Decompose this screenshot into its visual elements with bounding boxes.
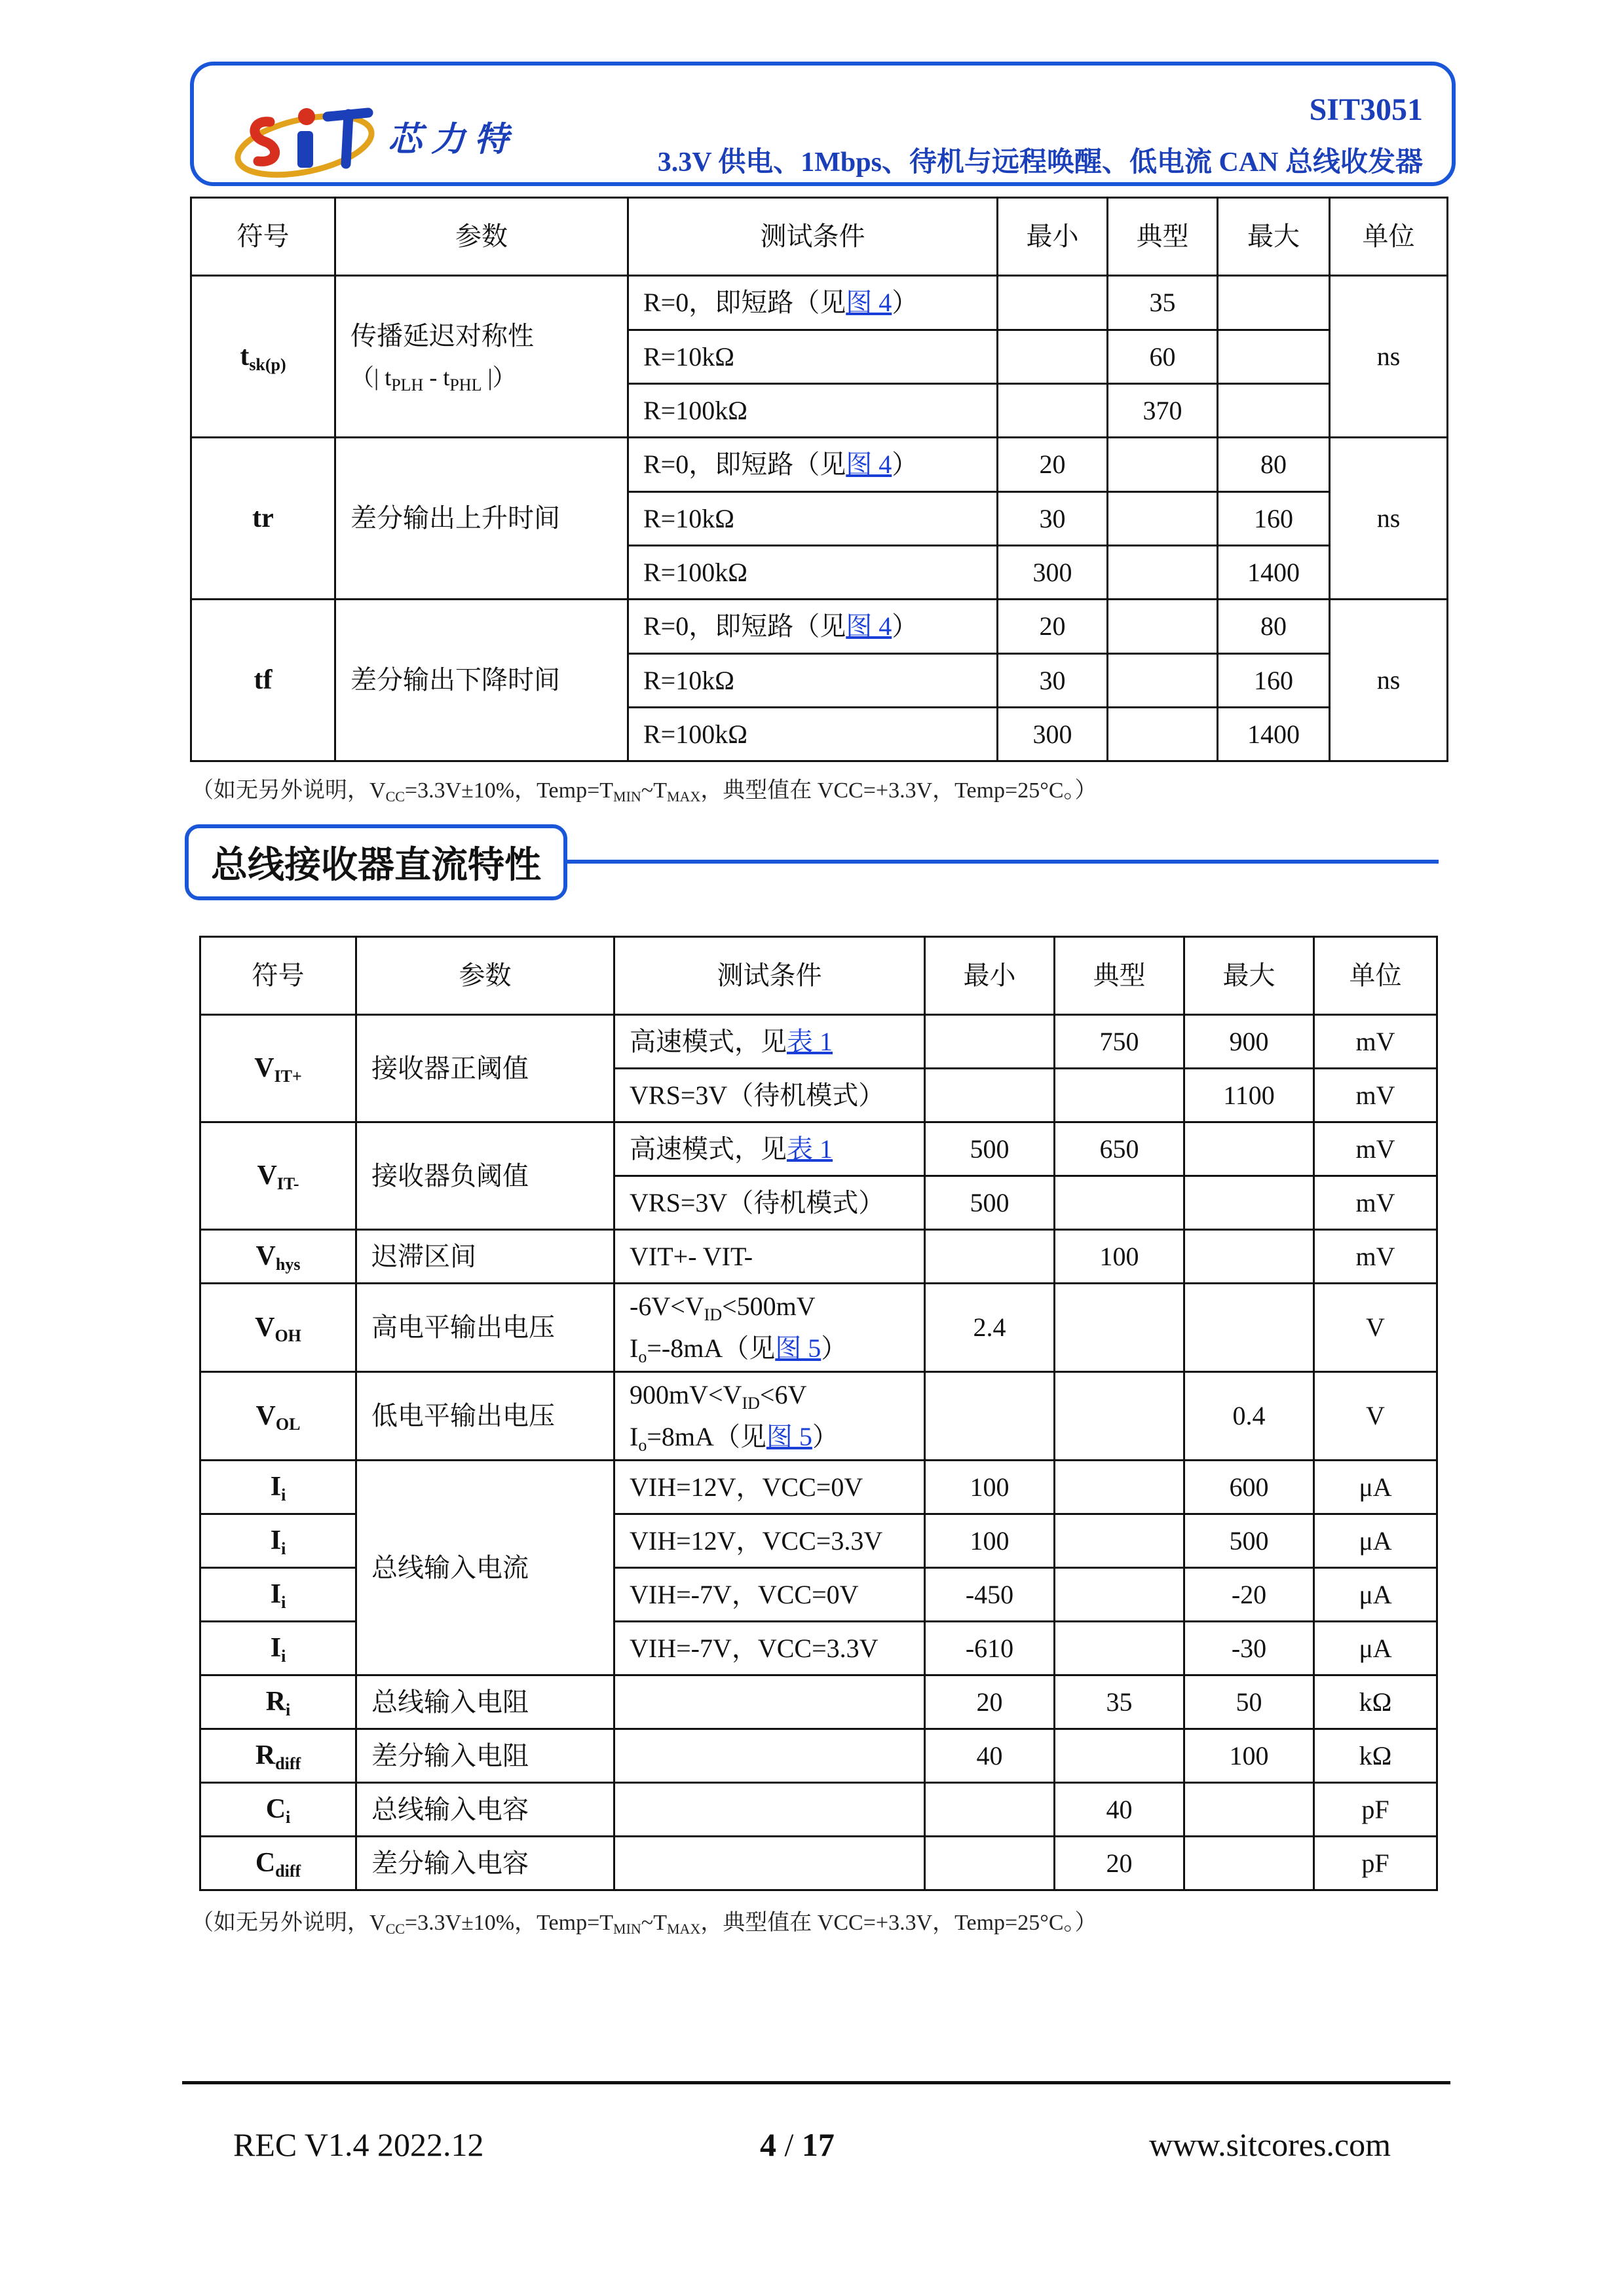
- cond-cell: [614, 1729, 925, 1783]
- max-cell: 600: [1184, 1461, 1314, 1514]
- max-cell: [1218, 384, 1330, 438]
- max-cell: [1218, 276, 1330, 330]
- min-cell: 30: [998, 492, 1108, 546]
- min-cell: 40: [925, 1729, 1055, 1783]
- cond-text: ）: [892, 611, 918, 641]
- table-row: [200, 1729, 1437, 1783]
- cond-cell: VRS=3V（待机模式）: [614, 1069, 925, 1122]
- cond-cell: R=10kΩ: [628, 492, 998, 546]
- cond-text: R=0，即短路（见: [643, 450, 846, 479]
- website-link[interactable]: www.sitcores.com: [1149, 2126, 1391, 2163]
- note-text: =3.3V±10%，Temp=T: [404, 778, 614, 803]
- symbol-text: C: [255, 1848, 276, 1879]
- symbol-cell: [200, 1122, 356, 1230]
- symbol-text: R: [265, 1687, 286, 1717]
- min-cell: [925, 1069, 1055, 1122]
- symbol-text: V: [255, 1312, 275, 1343]
- switching-spec-table: [190, 197, 1448, 762]
- cond-text: 900mV<V: [630, 1380, 742, 1409]
- param-cell: 差分输入电阻: [356, 1729, 614, 1783]
- typ-cell: 35: [1108, 276, 1218, 330]
- symbol-sub: OL: [275, 1414, 301, 1434]
- symbol-sub: hys: [275, 1255, 301, 1274]
- unit-cell: ns: [1330, 438, 1448, 600]
- symbol-text: R: [255, 1740, 276, 1771]
- page-number: [760, 2126, 835, 2164]
- unit-cell: mV: [1314, 1176, 1437, 1230]
- cond-cell: [614, 1122, 925, 1176]
- table-note: [191, 772, 1097, 805]
- param-cell: 总线输入电容: [356, 1783, 614, 1837]
- table-link[interactable]: 表 1: [787, 1134, 833, 1164]
- cond-text: ）: [892, 288, 918, 317]
- figure-link[interactable]: 图 5: [766, 1422, 812, 1451]
- formula-sub: PLH: [391, 375, 424, 394]
- note-text: ，典型值在 VCC=+3.3V，Temp=25°C。）: [700, 1911, 1097, 1935]
- total-pages: 17: [801, 2126, 835, 2163]
- cond-text: 高速模式，见: [630, 1134, 787, 1164]
- note-text: （如无另外说明，V: [191, 1911, 386, 1935]
- symbol-text: t: [240, 341, 250, 372]
- col-header-min: 最小: [925, 937, 1055, 1015]
- col-header-param: 参数: [335, 198, 628, 276]
- page-separator: /: [776, 2126, 802, 2163]
- cond-cell: [614, 1783, 925, 1837]
- unit-cell: mV: [1314, 1015, 1437, 1069]
- typ-cell: [1055, 1284, 1184, 1372]
- typ-cell: [1108, 546, 1218, 600]
- typ-cell: [1055, 1729, 1184, 1783]
- param-cell: 差分输出上升时间: [335, 438, 628, 600]
- typ-cell: [1055, 1514, 1184, 1568]
- figure-link[interactable]: 图 4: [846, 611, 892, 641]
- param-cell: 总线输入电流: [356, 1461, 614, 1675]
- formula-part: |）: [482, 364, 516, 391]
- cond-text: =8mA（见: [647, 1422, 766, 1451]
- min-cell: 20: [998, 600, 1108, 654]
- col-header-symbol: 符号: [200, 937, 356, 1015]
- symbol-cell: [200, 1568, 356, 1622]
- symbol-text: V: [257, 1160, 277, 1191]
- doc-id: SIT3051: [1309, 92, 1423, 127]
- note-text: =3.3V±10%，Temp=T: [404, 1911, 614, 1935]
- unit-cell: ns: [1330, 600, 1448, 761]
- max-cell: 1400: [1218, 546, 1330, 600]
- table-row: [191, 276, 1448, 330]
- symbol-text: I: [270, 1472, 282, 1502]
- max-cell: 900: [1184, 1015, 1314, 1069]
- max-cell: 80: [1218, 600, 1330, 654]
- min-cell: 500: [925, 1122, 1055, 1176]
- figure-link[interactable]: 图 4: [846, 450, 892, 479]
- symbol-text: V: [255, 1400, 276, 1431]
- min-cell: [998, 384, 1108, 438]
- col-header-max: 最大: [1184, 937, 1314, 1015]
- min-cell: 20: [998, 438, 1108, 492]
- max-cell: 100: [1184, 1729, 1314, 1783]
- receiver-dc-table: [199, 936, 1438, 1891]
- col-header-cond: 测试条件: [628, 198, 998, 276]
- note-sub: MAX: [666, 1921, 701, 1937]
- cond-text: -6V<V: [630, 1292, 704, 1321]
- formula-part: - t: [423, 364, 450, 391]
- col-header-param: 参数: [356, 937, 614, 1015]
- cond-cell: [614, 1675, 925, 1729]
- symbol-text: V: [254, 1053, 274, 1084]
- typ-cell: [1108, 438, 1218, 492]
- symbol-text: C: [265, 1794, 286, 1825]
- param-cell: 差分输出下降时间: [335, 600, 628, 761]
- typ-cell: [1055, 1176, 1184, 1230]
- table-row: [200, 1837, 1437, 1890]
- cond-cell: [628, 276, 998, 330]
- formula-sub: PHL: [449, 375, 482, 394]
- cond-text: 高速模式，见: [630, 1026, 787, 1056]
- symbol-cell: [200, 1284, 356, 1372]
- note-text: ~T: [641, 1911, 667, 1935]
- symbol-sub: i: [281, 1485, 286, 1505]
- col-header-min: 最小: [998, 198, 1108, 276]
- symbol-cell: tf: [191, 600, 335, 761]
- typ-cell: 40: [1055, 1783, 1184, 1837]
- symbol-cell: [200, 1622, 356, 1675]
- col-header-symbol: 符号: [191, 198, 335, 276]
- unit-cell: μA: [1314, 1461, 1437, 1514]
- cond-cell: [628, 438, 998, 492]
- cond-cell: VIH=-7V，VCC=0V: [614, 1568, 925, 1622]
- param-cell: [335, 276, 628, 438]
- min-cell: 30: [998, 654, 1108, 708]
- symbol-cell: [200, 1675, 356, 1729]
- cond-cell: VIH=-7V，VCC=3.3V: [614, 1622, 925, 1675]
- cond-text: =-8mA（见: [647, 1333, 776, 1363]
- typ-cell: [1055, 1461, 1184, 1514]
- max-cell: [1218, 330, 1330, 384]
- typ-cell: [1108, 600, 1218, 654]
- max-cell: [1184, 1284, 1314, 1372]
- table-note: [191, 1904, 1097, 1938]
- cond-cell: R=100kΩ: [628, 384, 998, 438]
- doc-subtitle: 3.3V 供电、1Mbps、待机与远程唤醒、低电流 CAN 总线收发器: [657, 147, 1423, 178]
- table-header-row: [200, 937, 1437, 1015]
- symbol-cell: [200, 1783, 356, 1837]
- max-cell: [1184, 1176, 1314, 1230]
- cond-cell: [614, 1284, 925, 1372]
- note-sub: MAX: [666, 788, 701, 805]
- min-cell: -610: [925, 1622, 1055, 1675]
- cond-text: R=0，即短路（见: [643, 288, 846, 317]
- cond-cell: R=10kΩ: [628, 330, 998, 384]
- cond-cell: R=100kΩ: [628, 708, 998, 761]
- param-cell: 高电平输出电压: [356, 1284, 614, 1372]
- note-sub: CC: [385, 1921, 405, 1937]
- typ-cell: 650: [1055, 1122, 1184, 1176]
- unit-cell: mV: [1314, 1122, 1437, 1176]
- revision-label: REC V1.4 2022.12: [233, 2126, 484, 2163]
- symbol-text: I: [270, 1525, 282, 1556]
- figure-link[interactable]: 图 5: [775, 1333, 821, 1363]
- typ-cell: 20: [1055, 1837, 1184, 1890]
- typ-cell: 60: [1108, 330, 1218, 384]
- table-row: [200, 1372, 1437, 1461]
- typ-cell: [1108, 708, 1218, 761]
- max-cell: 500: [1184, 1514, 1314, 1568]
- min-cell: [925, 1783, 1055, 1837]
- typ-cell: [1055, 1622, 1184, 1675]
- table-row: [200, 1015, 1437, 1069]
- typ-cell: 750: [1055, 1015, 1184, 1069]
- symbol-sub: i: [281, 1593, 286, 1613]
- param-cell: 总线输入电阻: [356, 1675, 614, 1729]
- unit-cell: μA: [1314, 1568, 1437, 1622]
- param-cell: 差分输入电容: [356, 1837, 614, 1890]
- cond-text: I: [630, 1422, 639, 1451]
- symbol-cell: [200, 1729, 356, 1783]
- figure-link[interactable]: 图 4: [846, 288, 892, 317]
- symbol-cell: [191, 276, 335, 438]
- col-header-unit: 单位: [1330, 198, 1448, 276]
- note-sub: MIN: [613, 788, 641, 805]
- col-header-cond: 测试条件: [614, 937, 925, 1015]
- table-row: [200, 1284, 1437, 1372]
- param-cell: 接收器负阈值: [356, 1122, 614, 1230]
- max-cell: 1400: [1218, 708, 1330, 761]
- symbol-sub: i: [286, 1700, 291, 1720]
- typ-cell: [1108, 492, 1218, 546]
- footer-rule: [182, 2081, 1450, 2084]
- min-cell: [925, 1015, 1055, 1069]
- min-cell: 300: [998, 708, 1108, 761]
- max-cell: 0.4: [1184, 1372, 1314, 1461]
- param-cell: 低电平输出电压: [356, 1372, 614, 1461]
- table-row: [191, 600, 1448, 654]
- symbol-sub: IT+: [274, 1067, 302, 1086]
- col-header-unit: 单位: [1314, 937, 1437, 1015]
- unit-cell: kΩ: [1314, 1729, 1437, 1783]
- symbol-sub: i: [281, 1647, 286, 1666]
- unit-cell: mV: [1314, 1230, 1437, 1284]
- param-cell: 接收器正阈值: [356, 1015, 614, 1122]
- section-title: 总线接收器直流特性: [185, 824, 567, 900]
- max-cell: 1100: [1184, 1069, 1314, 1122]
- min-cell: [925, 1837, 1055, 1890]
- cond-cell: R=100kΩ: [628, 546, 998, 600]
- col-header-typ: 典型: [1055, 937, 1184, 1015]
- note-text: （如无另外说明，V: [191, 778, 386, 803]
- symbol-text: I: [270, 1633, 282, 1664]
- min-cell: [925, 1230, 1055, 1284]
- unit-cell: pF: [1314, 1837, 1437, 1890]
- typ-cell: 100: [1055, 1230, 1184, 1284]
- cond-cell: [628, 600, 998, 654]
- cond-cell: R=10kΩ: [628, 654, 998, 708]
- cond-cell: VRS=3V（待机模式）: [614, 1176, 925, 1230]
- typ-cell: [1055, 1568, 1184, 1622]
- cond-sub: ID: [742, 1394, 760, 1413]
- unit-cell: mV: [1314, 1069, 1437, 1122]
- note-sub: MIN: [613, 1921, 641, 1937]
- symbol-sub: i: [286, 1808, 291, 1827]
- table-row: [200, 1122, 1437, 1176]
- typ-cell: [1055, 1069, 1184, 1122]
- cond-cell: [614, 1372, 925, 1461]
- symbol-cell: [200, 1514, 356, 1568]
- table-row: [200, 1230, 1437, 1284]
- brand-name: 芯力特: [388, 120, 518, 159]
- max-cell: [1184, 1122, 1314, 1176]
- symbol-cell: [200, 1372, 356, 1461]
- max-cell: 80: [1218, 438, 1330, 492]
- cond-text: <500mV: [722, 1292, 816, 1321]
- symbol-cell: tr: [191, 438, 335, 600]
- symbol-text: V: [255, 1241, 276, 1272]
- cond-text: I: [630, 1333, 639, 1363]
- typ-cell: 370: [1108, 384, 1218, 438]
- cond-text: ）: [821, 1333, 848, 1363]
- table-row: [200, 1461, 1437, 1514]
- min-cell: 2.4: [925, 1284, 1055, 1372]
- cond-text: R=0，即短路（见: [643, 611, 846, 641]
- max-cell: [1184, 1783, 1314, 1837]
- unit-cell: pF: [1314, 1783, 1437, 1837]
- note-sub: CC: [385, 788, 405, 805]
- symbol-sub: diff: [275, 1754, 301, 1774]
- formula-part: （| t: [350, 364, 392, 391]
- symbol-cell: [200, 1230, 356, 1284]
- min-cell: -450: [925, 1568, 1055, 1622]
- col-header-typ: 典型: [1108, 198, 1218, 276]
- sit-logo: [229, 96, 380, 181]
- cond-text: <6V: [759, 1380, 807, 1409]
- cond-cell: [614, 1837, 925, 1890]
- max-cell: [1184, 1837, 1314, 1890]
- section-rule: [567, 860, 1439, 864]
- table-row: [191, 438, 1448, 492]
- unit-cell: V: [1314, 1372, 1437, 1461]
- typ-cell: [1055, 1372, 1184, 1461]
- min-cell: [998, 330, 1108, 384]
- typ-cell: [1108, 654, 1218, 708]
- table-header-row: [191, 198, 1448, 276]
- symbol-sub: i: [281, 1539, 286, 1559]
- unit-cell: μA: [1314, 1514, 1437, 1568]
- min-cell: 100: [925, 1514, 1055, 1568]
- param-text: 传播延迟对称性: [350, 321, 534, 351]
- cond-sub: o: [638, 1436, 647, 1455]
- max-cell: -30: [1184, 1622, 1314, 1675]
- max-cell: 160: [1218, 654, 1330, 708]
- min-cell: [998, 276, 1108, 330]
- min-cell: 100: [925, 1461, 1055, 1514]
- symbol-sub: IT-: [276, 1174, 299, 1194]
- symbol-text: I: [270, 1579, 282, 1610]
- max-cell: -20: [1184, 1568, 1314, 1622]
- unit-cell: V: [1314, 1284, 1437, 1372]
- cond-cell: VIT+- VIT-: [614, 1230, 925, 1284]
- table-row: [200, 1675, 1437, 1729]
- cond-cell: VIH=12V，VCC=3.3V: [614, 1514, 925, 1568]
- note-text: ，典型值在 VCC=+3.3V，Temp=25°C。）: [700, 778, 1097, 803]
- symbol-sub: diff: [275, 1862, 301, 1881]
- symbol-sub: OH: [274, 1326, 301, 1345]
- typ-cell: 35: [1055, 1675, 1184, 1729]
- max-cell: 160: [1218, 492, 1330, 546]
- table-link[interactable]: 表 1: [787, 1026, 833, 1056]
- max-cell: [1184, 1230, 1314, 1284]
- min-cell: 20: [925, 1675, 1055, 1729]
- cond-cell: VIH=12V，VCC=0V: [614, 1461, 925, 1514]
- table-row: [200, 1783, 1437, 1837]
- symbol-cell: [200, 1461, 356, 1514]
- col-header-max: 最大: [1218, 198, 1330, 276]
- symbol-cell: [200, 1837, 356, 1890]
- param-formula: [350, 364, 516, 394]
- unit-cell: μA: [1314, 1622, 1437, 1675]
- max-cell: 50: [1184, 1675, 1314, 1729]
- min-cell: [925, 1372, 1055, 1461]
- cond-cell: [614, 1015, 925, 1069]
- param-cell: 迟滞区间: [356, 1230, 614, 1284]
- symbol-sub: sk(p): [249, 354, 286, 374]
- symbol-cell: [200, 1015, 356, 1122]
- note-text: ~T: [641, 778, 667, 803]
- cond-sub: o: [638, 1347, 647, 1366]
- min-cell: 300: [998, 546, 1108, 600]
- unit-cell: kΩ: [1314, 1675, 1437, 1729]
- min-cell: 500: [925, 1176, 1055, 1230]
- cond-sub: ID: [704, 1305, 723, 1324]
- cond-text: ）: [892, 450, 918, 479]
- current-page: 4: [760, 2126, 776, 2163]
- cond-text: ）: [812, 1422, 839, 1451]
- unit-cell: ns: [1330, 276, 1448, 438]
